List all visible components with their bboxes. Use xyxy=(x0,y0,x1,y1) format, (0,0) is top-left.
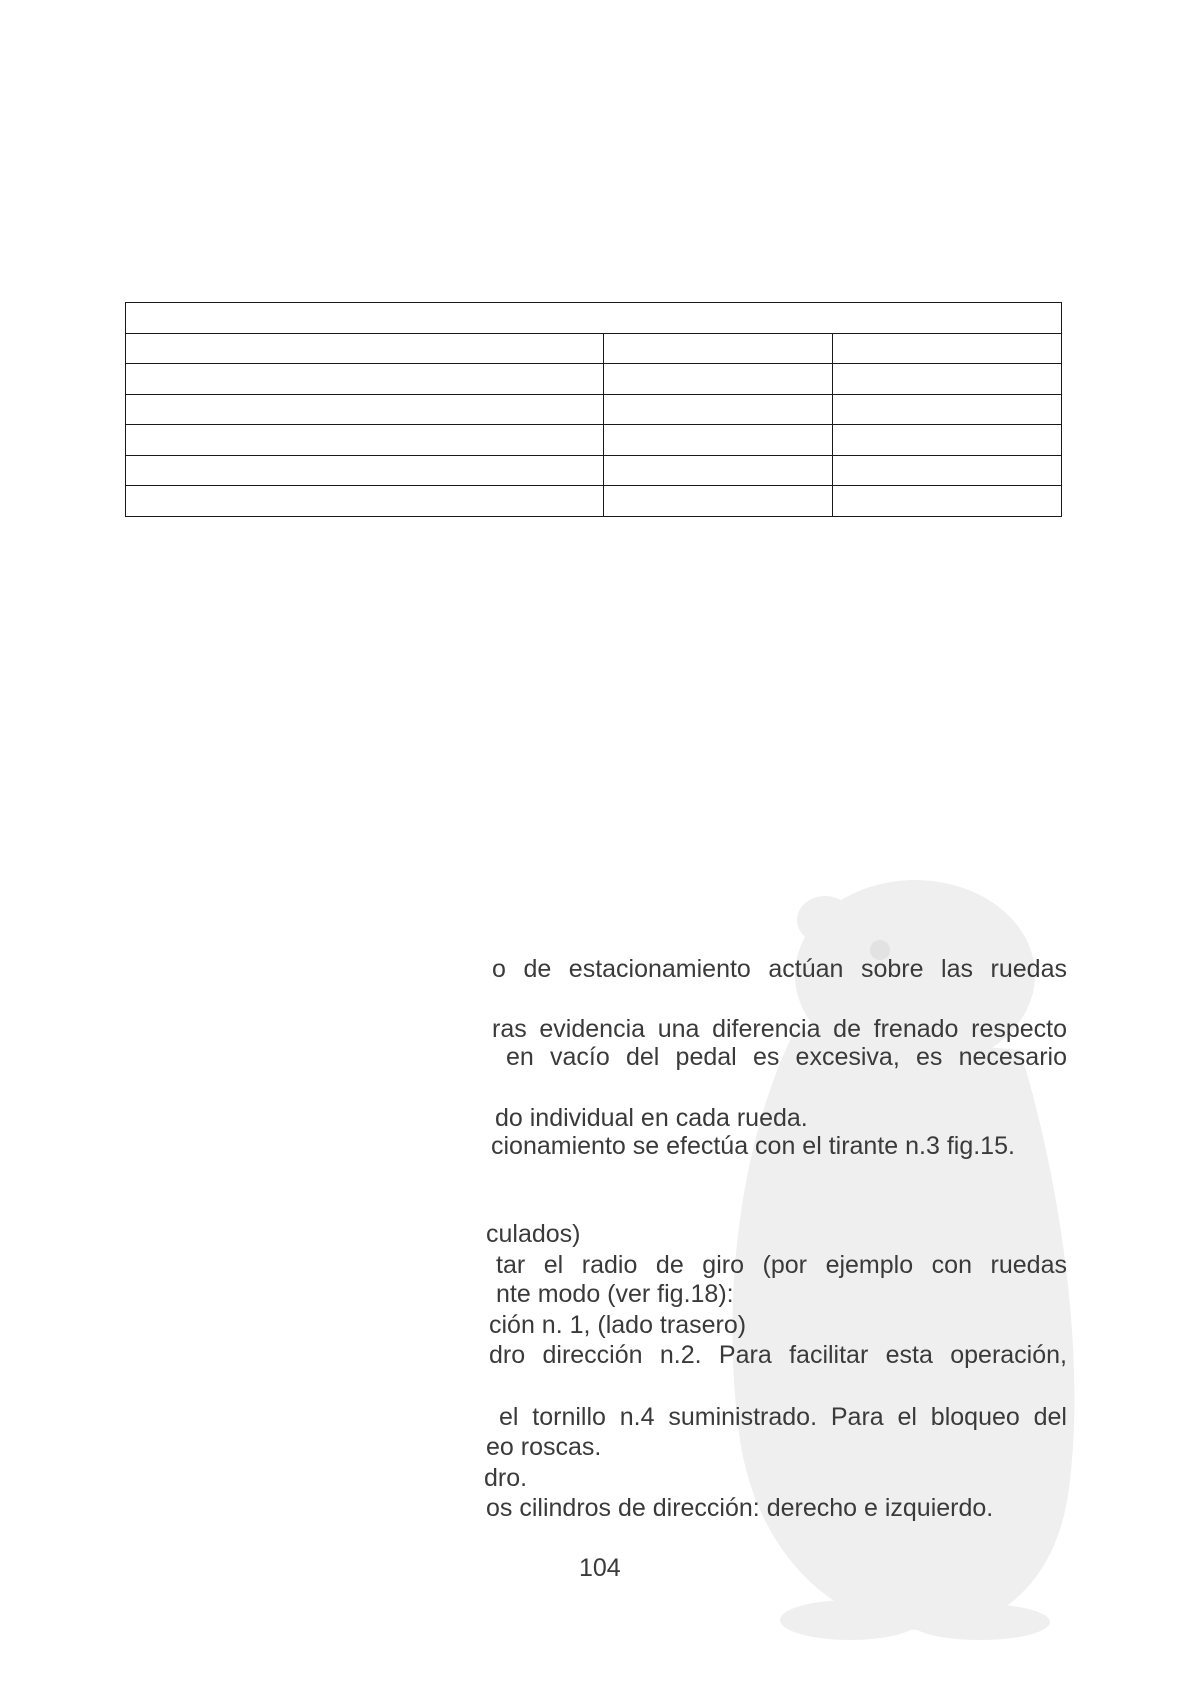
table-cell xyxy=(604,486,833,517)
text-line: ras evidencia una diferencia de frenado respecto xyxy=(492,1015,1067,1043)
page-number: 104 xyxy=(579,1554,621,1582)
table-cell xyxy=(833,394,1062,425)
table-cell xyxy=(604,425,833,456)
table-cell xyxy=(833,455,1062,486)
table-cell xyxy=(833,333,1062,364)
table-cell xyxy=(126,394,604,425)
table-row xyxy=(126,455,1062,486)
table-cell xyxy=(604,394,833,425)
text-line: dro. xyxy=(484,1464,528,1492)
table-title-cell xyxy=(126,303,1062,334)
table-row xyxy=(126,425,1062,456)
text-line: do individual en cada rueda. xyxy=(495,1104,808,1132)
table-row xyxy=(126,486,1062,517)
text-line: o de estacionamiento actúan sobre las ruedas xyxy=(492,955,1067,983)
text-line: ción n. 1, (lado trasero) xyxy=(489,1311,747,1339)
table-row xyxy=(126,364,1062,395)
text-line: culados) xyxy=(486,1220,581,1248)
table-cell xyxy=(833,425,1062,456)
text-line: el tornillo n.4 suministrado. Para el bloqueo del xyxy=(499,1403,1067,1431)
table-row xyxy=(126,333,1062,364)
table-cell xyxy=(126,425,604,456)
spec-table-container xyxy=(125,302,1061,517)
table-cell xyxy=(604,364,833,395)
table-cell xyxy=(604,333,833,364)
table-cell xyxy=(126,364,604,395)
text-line: os cilindros de dirección: derecho e izquierdo. xyxy=(486,1494,994,1522)
table-cell xyxy=(833,486,1062,517)
spec-table xyxy=(125,302,1062,517)
table-cell xyxy=(126,486,604,517)
text-line: dro dirección n.2. Para facilitar esta operación, xyxy=(489,1341,1067,1369)
text-line: nte modo (ver fig.18): xyxy=(496,1280,734,1308)
table-cell xyxy=(833,364,1062,395)
text-line: cionamiento se efectúa con el tirante n.3 fig.15. xyxy=(491,1132,1015,1160)
table-cell xyxy=(604,455,833,486)
table-cell xyxy=(126,333,604,364)
text-line: en vacío del pedal es excesiva, es necesario xyxy=(506,1043,1067,1071)
text-line: tar el radio de giro (por ejemplo con ruedas xyxy=(496,1251,1067,1279)
table-cell xyxy=(126,455,604,486)
table-row xyxy=(126,394,1062,425)
text-line: eo roscas. xyxy=(486,1433,602,1461)
table-header-row xyxy=(126,303,1062,334)
